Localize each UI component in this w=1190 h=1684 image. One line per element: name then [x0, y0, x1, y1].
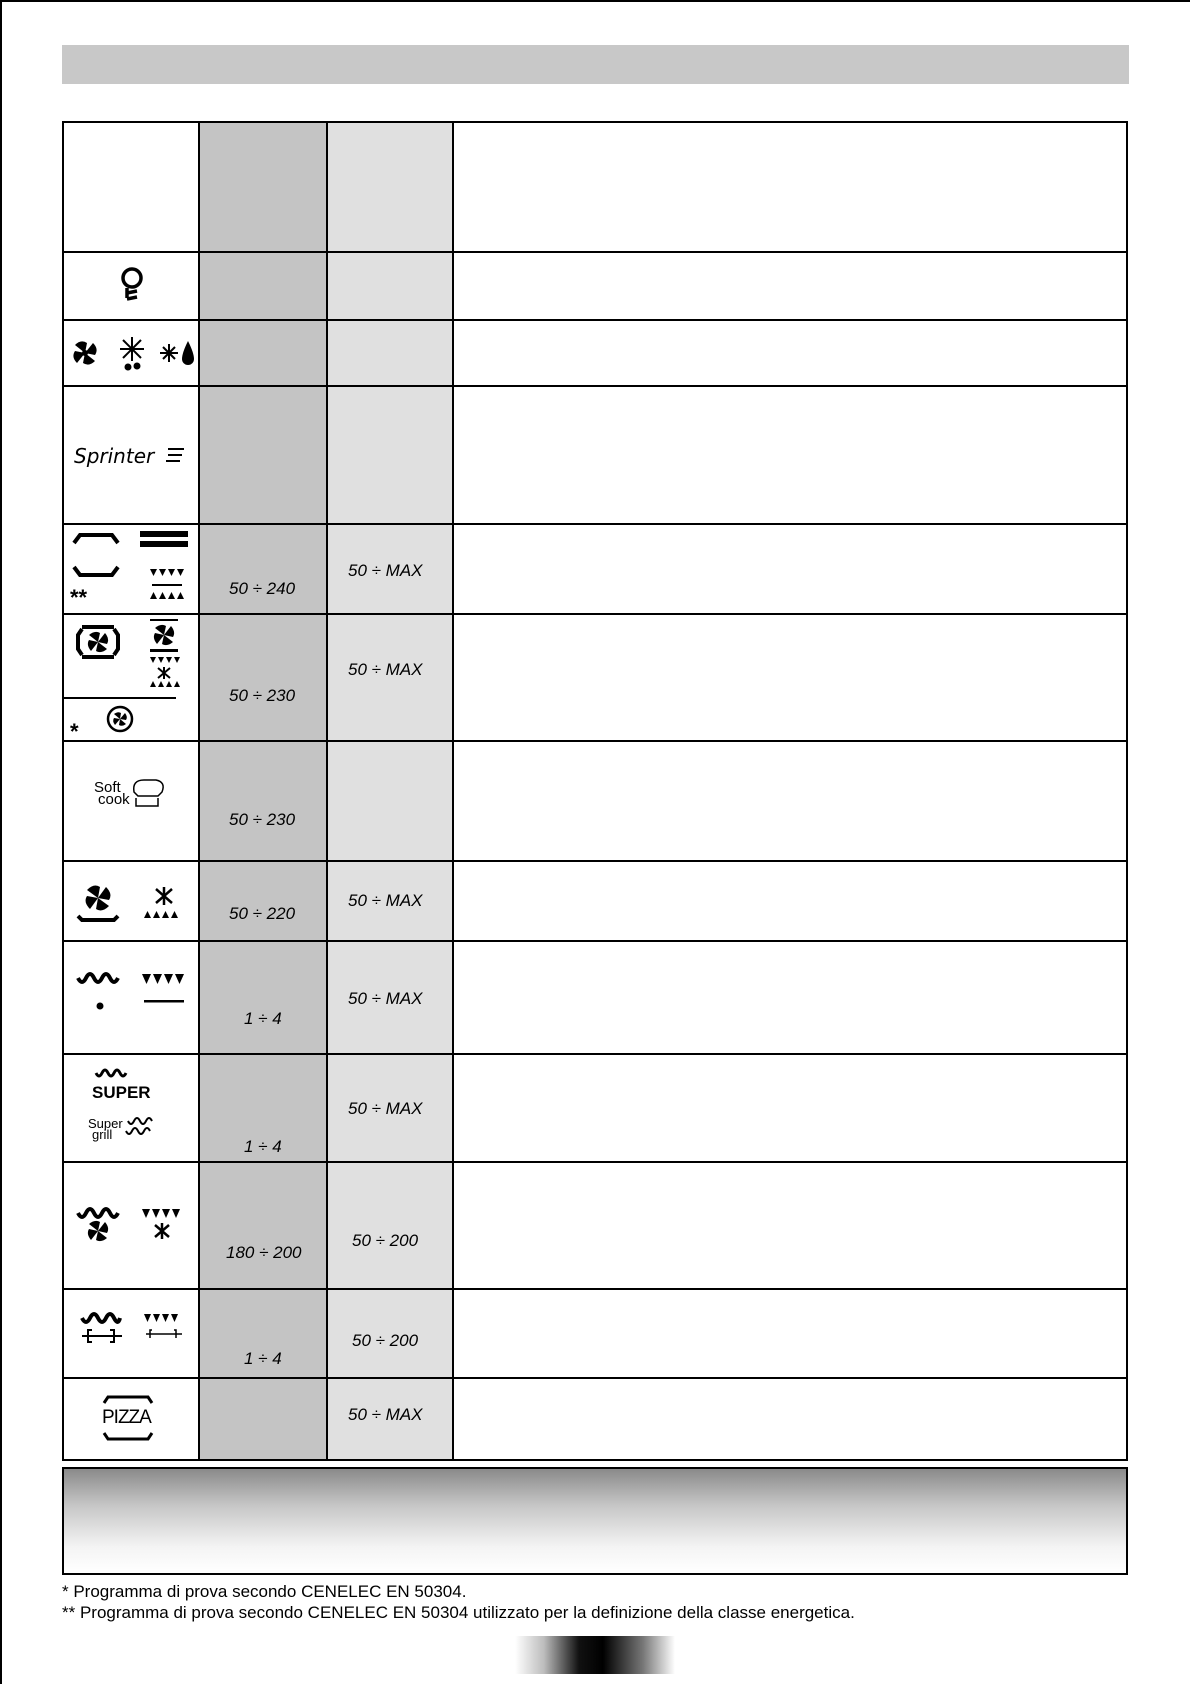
- table-row: [64, 615, 1126, 744]
- note-single-star: * Programma di prova secondo CENELEC EN 50304.: [62, 1582, 467, 1601]
- icon-cell: [64, 525, 198, 613]
- fan-forced-icon: [64, 615, 198, 740]
- pot-icon: [64, 742, 198, 860]
- lamp-icon: [64, 253, 198, 319]
- temperature-value: 50 ÷ 240: [229, 579, 296, 598]
- icon-cell: [64, 1163, 198, 1288]
- rotisserie-icon: [64, 1290, 198, 1377]
- note-double-star: ** Programma di prova secondo CENELEC EN 50304 utilizzato per la definizione della classe energetica.: [62, 1603, 855, 1622]
- temperature-value: 50 ÷ 220: [229, 904, 296, 923]
- grill-value: 50 ÷ MAX: [348, 989, 423, 1008]
- grill-value: 50 ÷ 200: [352, 1231, 419, 1250]
- table-row: [64, 321, 1126, 385]
- grill-value: 50 ÷ MAX: [348, 1405, 423, 1424]
- super-grill-label: [88, 1118, 123, 1140]
- pizza-icon: PIZZA: [102, 1407, 151, 1428]
- footer-box: [62, 1467, 1128, 1575]
- header-bar: [62, 45, 1129, 84]
- table-row: [64, 1290, 1126, 1377]
- grill-value: 50 ÷ 200: [352, 1331, 419, 1350]
- table-row: [64, 525, 1126, 613]
- grill-value: 50 ÷ MAX: [348, 1099, 423, 1118]
- grill-label-small: grill: [92, 1127, 113, 1142]
- table-row: [64, 862, 1126, 940]
- icon-cell: [64, 1290, 198, 1377]
- table-row: [64, 1055, 1126, 1161]
- sprinter-lines-icon: [64, 387, 198, 523]
- grill-value: 50 ÷ MAX: [348, 891, 423, 910]
- table-row: [64, 742, 1126, 860]
- grill-value: 50 ÷ MAX: [348, 561, 423, 580]
- icon-cell: [64, 1055, 198, 1161]
- icon-cell: [64, 862, 198, 940]
- grill-value: 50 ÷ MAX: [348, 660, 423, 679]
- table-row: [64, 1379, 1126, 1461]
- super-grill-icon: [64, 1055, 198, 1161]
- table-row: [64, 123, 1126, 251]
- table-row: [64, 253, 1126, 319]
- icon-cell: [64, 742, 198, 860]
- page-tab: [515, 1636, 675, 1674]
- super-label-small: Super: [88, 1116, 123, 1131]
- super-label: SUPER: [92, 1083, 151, 1102]
- table-row: [64, 942, 1126, 1053]
- temperature-value: 50 ÷ 230: [229, 810, 296, 829]
- icon-cell: [64, 615, 198, 744]
- table-row: [64, 1163, 1126, 1288]
- test-program-mark: *: [70, 719, 79, 744]
- table-row: [64, 387, 1126, 523]
- defrost-icon: [64, 321, 198, 385]
- icon-cell: [64, 1379, 198, 1461]
- energy-class-mark: **: [70, 585, 88, 610]
- grill-icon: [64, 942, 198, 1053]
- fan-grill-icon: [64, 1163, 198, 1288]
- icon-cell: [64, 387, 198, 523]
- sprinter-icon: Sprinter: [74, 444, 155, 468]
- temperature-value: 180 ÷ 200: [226, 1243, 302, 1262]
- temperature-value: 1 ÷ 4: [244, 1349, 282, 1368]
- cook-label: cook: [98, 791, 130, 808]
- soft-label: Soft: [94, 779, 121, 796]
- icon-cell: [64, 942, 198, 1053]
- temperature-value: 1 ÷ 4: [244, 1137, 282, 1156]
- temperature-value: 50 ÷ 230: [229, 686, 296, 705]
- icon-cell: [64, 321, 198, 385]
- fan-bottom-icon: [64, 862, 198, 940]
- temperature-value: 1 ÷ 4: [244, 1009, 282, 1028]
- functions-table: [62, 121, 1128, 1461]
- icon-cell: [64, 253, 198, 319]
